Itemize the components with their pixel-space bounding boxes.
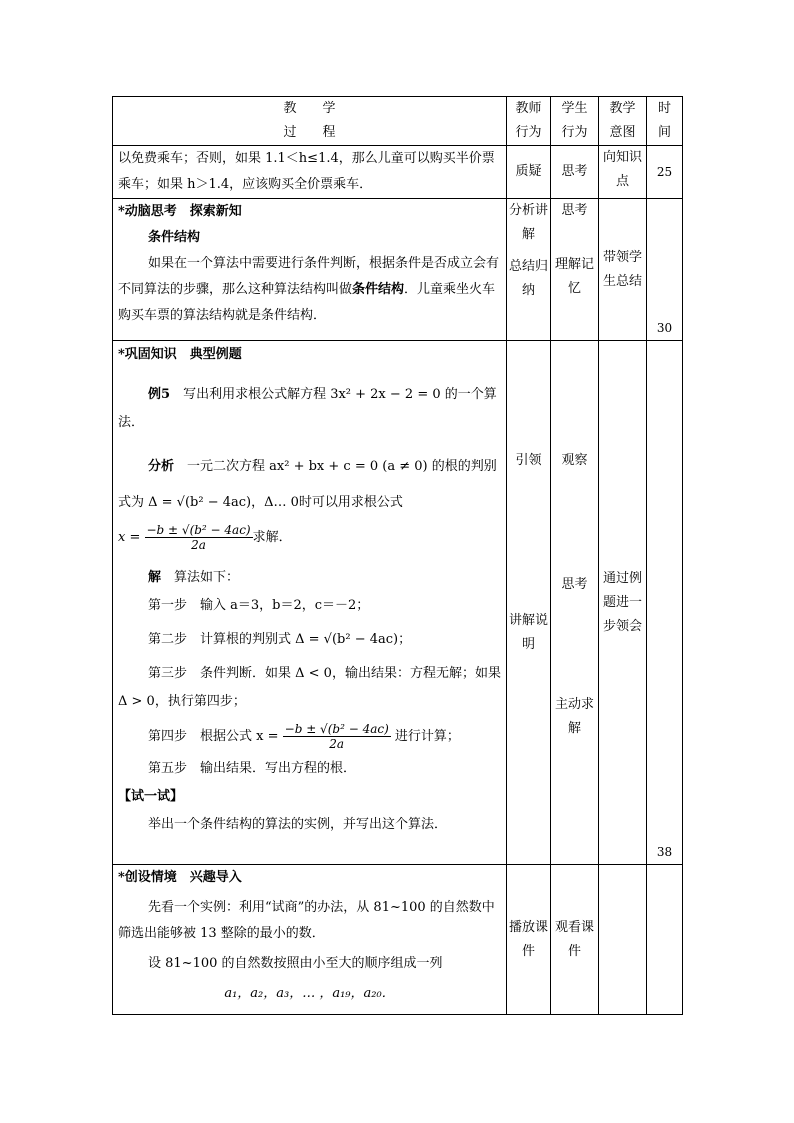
header-line-1: 教 学 xyxy=(283,101,336,116)
solution-line: 解 算法如下： xyxy=(148,570,240,585)
section-title: *巩固知识 典型例题 xyxy=(118,347,242,362)
sequence-intro: 设 81~100 的自然数按照由小至大的顺序组成一列 xyxy=(148,956,443,971)
table-row xyxy=(113,146,683,199)
step-4: 第四步 根据公式 x = $\frac{\text{−b ± √(b² − 4ac)}}{2a}$ 进行计算； xyxy=(148,722,460,751)
row1-intent: 向知识点 xyxy=(599,146,647,199)
section-title: *动脑思考 探索新知 xyxy=(118,204,242,219)
lesson-plan-table xyxy=(112,96,683,1015)
header-time: 时间 xyxy=(647,97,683,146)
row2-intent: 带领学生总结 xyxy=(599,199,647,341)
step-5: 第五步 输出结果．写出方程的根． xyxy=(148,761,357,776)
step4-formula: $\frac{\text{−b ± √(b² − 4ac)}}{2a}$ xyxy=(284,722,389,751)
row2-teacher: 分析讲解 总结归纳 xyxy=(507,199,551,341)
step-3: 第三步 条件判断．如果 Δ < 0，输出结果：方程无解；如果 Δ > 0，执行第四步； xyxy=(118,666,501,709)
header-teacher-behavior: 教师行为 xyxy=(507,97,551,146)
definition-paragraph: 如果在一个算法中需要进行条件判断，根据条件是否成立会有不同算法的步骤，那么这种算法结构叫做条件结构．儿童乘坐火车购买车票的算法结构就是条件结构． xyxy=(118,256,500,323)
intro-paragraph: 先看一个实例：利用“试商”的办法，从 81~100 的自然数中筛选出能够被 13 整除的最小的数． xyxy=(118,900,495,941)
table-row xyxy=(113,865,683,1015)
row3-time: 38 xyxy=(647,341,683,865)
row3-student: 观察 思考 主动求解 xyxy=(551,341,599,865)
row1-teacher: 质疑 xyxy=(507,146,551,199)
row1-student: 思考 xyxy=(551,146,599,199)
header-student-behavior: 学生行为 xyxy=(551,97,599,146)
example-paragraph: 例5 写出利用求根公式解方程 3x² + 2x − 2 = 0 的一个算法． xyxy=(118,387,497,430)
row3-teacher: 引领 讲解说明 xyxy=(507,341,551,865)
root-formula: $\frac{\text{−b ± √(b² − 4ac)}}{2a}$ xyxy=(146,523,251,552)
row3-intent: 通过例题进一步领会 xyxy=(599,341,647,865)
step-1: 第一步 输入 a＝3，b＝2，c＝－2； xyxy=(148,598,370,613)
root-formula-line: x = $\frac{\text{−b ± √(b² − 4ac)}}{2a}$ 求解． xyxy=(118,523,292,552)
row2-time: 30 xyxy=(647,199,683,341)
header-teaching-intent: 教学意图 xyxy=(599,97,647,146)
row4-teacher: 播放课件 xyxy=(507,865,551,1015)
table-row xyxy=(113,199,683,341)
subsection-title: 条件结构 xyxy=(148,230,201,245)
row4-content xyxy=(113,865,507,1015)
table-header-row xyxy=(113,97,683,146)
row4-intent xyxy=(599,865,647,1015)
row2-content xyxy=(113,199,507,341)
row3-content xyxy=(113,341,507,865)
section-title: *创设情境 兴趣导入 xyxy=(118,870,242,885)
row1-content: 以免费乘车；否则，如果 1.1＜h≤1.4，那么儿童可以购买半价票乘车；如果 h＞1.4，应该购买全价票乘车． xyxy=(113,146,507,199)
step-2: 第二步 计算根的判别式 Δ = √(b² − 4ac)； xyxy=(148,632,412,647)
header-line-2: 过 程 xyxy=(283,125,336,140)
row2-student: 思考 理解记忆 xyxy=(551,199,599,341)
header-teaching-process xyxy=(113,97,507,146)
try-label: 【试一试】 xyxy=(118,789,184,804)
try-text: 举出一个条件结构的算法的实例，并写出这个算法． xyxy=(148,817,448,832)
row4-time xyxy=(647,865,683,1015)
row1-time: 25 xyxy=(647,146,683,199)
table-row xyxy=(113,341,683,865)
sequence-list: a₁，a₂，a₃，… ，a₁₉，a₂₀． xyxy=(224,986,395,1001)
analysis-paragraph: 分析 一元二次方程 ax² + bx + c = 0 (a ≠ 0) 的根的判别式为 Δ = √(b² − 4ac)，Δ… 0时可以用求根公式 xyxy=(118,459,497,510)
row4-student: 观看课件 xyxy=(551,865,599,1015)
